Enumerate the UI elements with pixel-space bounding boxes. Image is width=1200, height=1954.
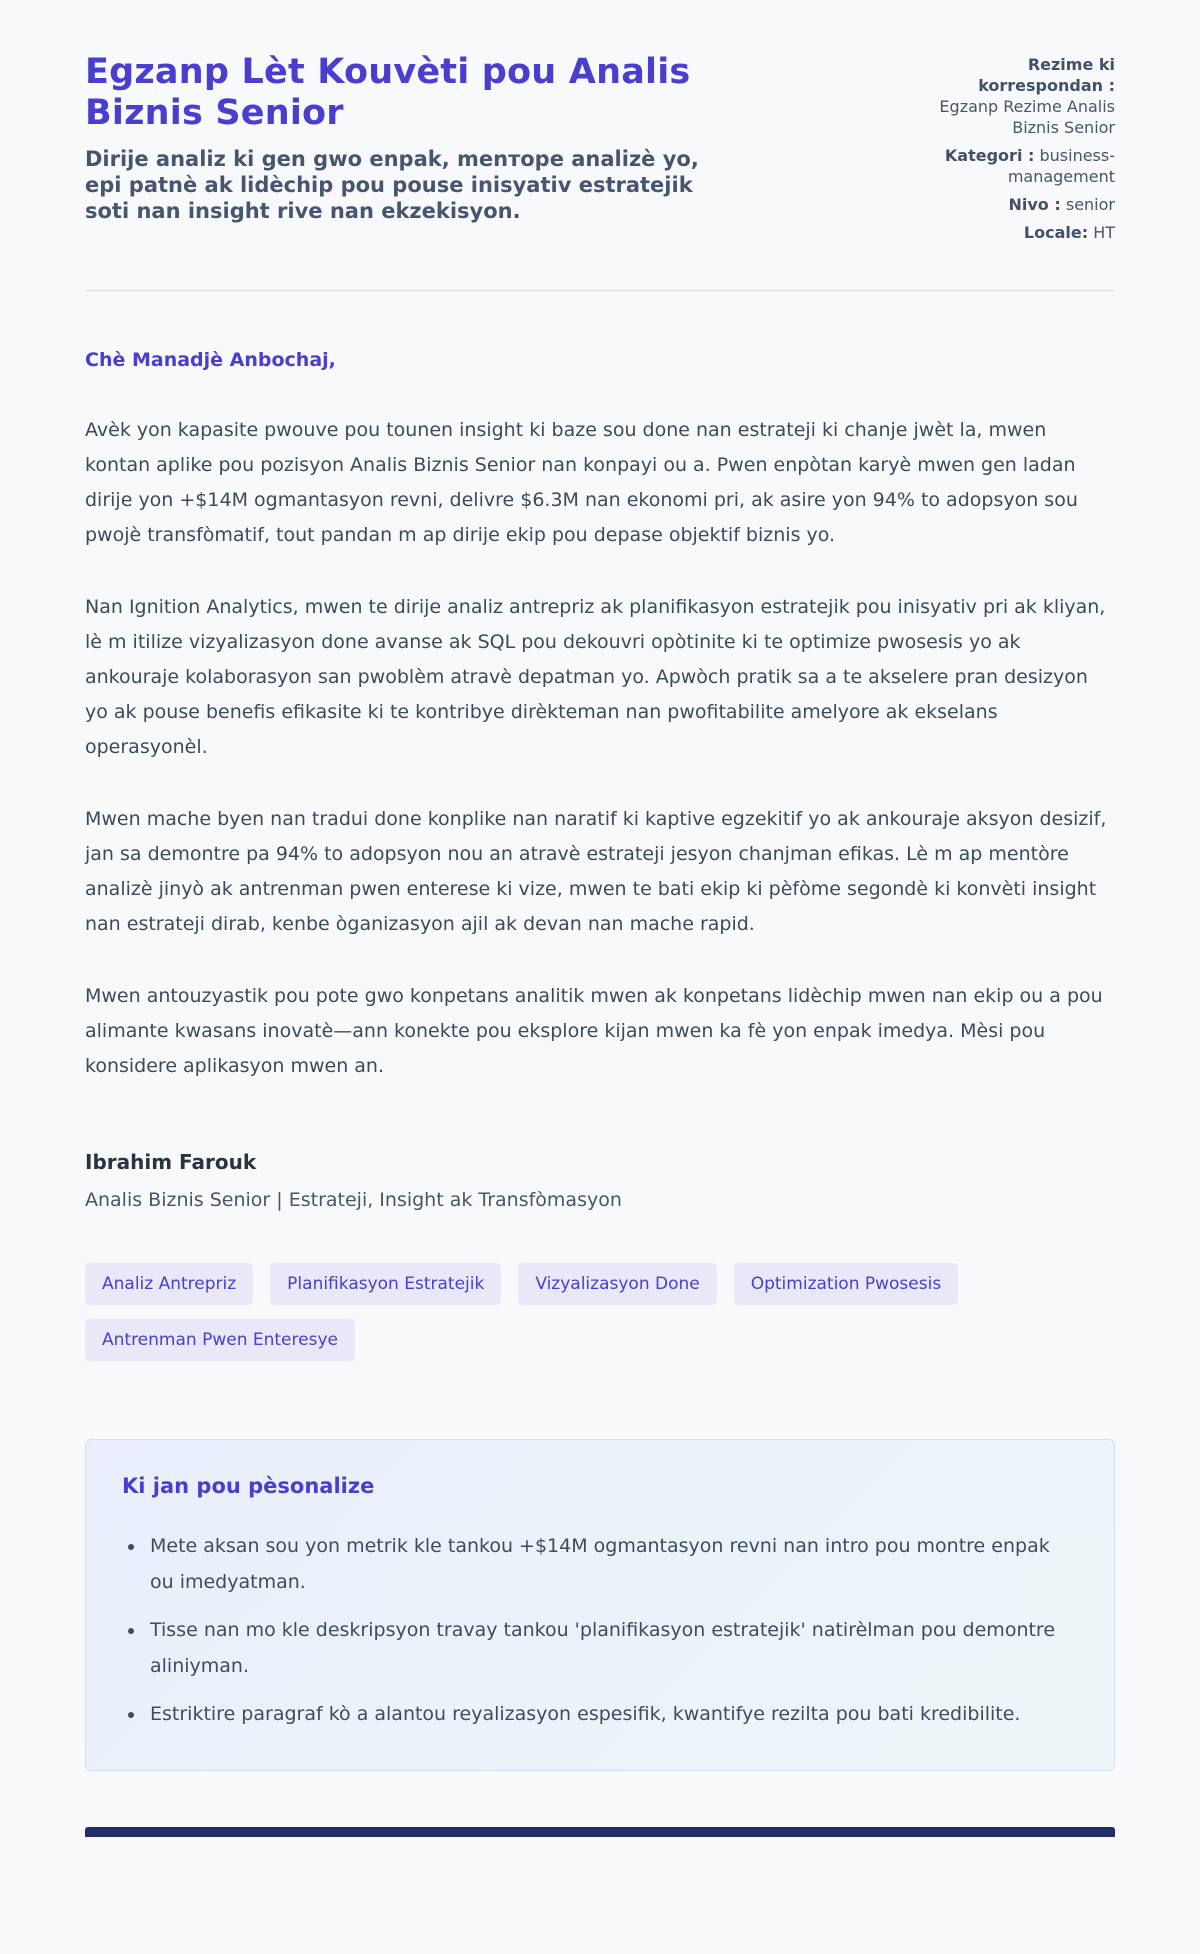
- letter-paragraph: Avèk yon kapasite pwouve pou tounen insight ki baze sou done nan estrateji ki chanje jwèt la, mwen kontan aplike pou pozisyon Analis Biznis Senior nan konpayi ou a. Pwen enpòtan karyè mwen gen ladan dirije yon +$14M ogmantasyon revni, delivre $6.3M nan ekonomi pri, ak asire yon 94% to adopsyon sou pwojè transfòmatif, tout pandan m ap dirije ekip pou depase objektif biznis yo.: [85, 419, 1078, 546]
- footer-bar-partial: [85, 1827, 1115, 1837]
- header-title-block: [85, 52, 740, 224]
- document-meta: [927, 54, 1115, 250]
- skill-tag[interactable]: Optimization Pwosesis: [734, 1263, 958, 1305]
- skill-tag[interactable]: Vizyalizasyon Done: [518, 1263, 716, 1305]
- personalization-tips-box: [85, 1439, 1115, 1771]
- meta-value: business-management: [1007, 146, 1115, 186]
- letter-paragraph: Mwen mache byen nan tradui done konplike nan naratif ki kaptive egzekitif yo ak ankouraje aksyon desizif, jan sa demontre pa 94% to adopsyon nou an atravè estrateji jesyon chanjman efikas. Lè m ap mentòre analizè jinyò ak antrenman pwen enterese ki vize, mwen te bati ekip ki pèfòme segondè ki konvèti insight nan estrateji dirab, kenbe òganizasyon ajil ak devan nan mache rapid.: [85, 808, 1107, 935]
- tips-list: [122, 1528, 1078, 1732]
- meta-value: Egzanp Rezime Analis Biznis Senior: [939, 97, 1115, 137]
- tip-item: • Mete aksan sou yon metrik kle tankou +$14M ogmantasyon revni nan intro pou montre enpak ou imedyatman.: [146, 1528, 1078, 1600]
- meta-value: senior: [1065, 195, 1115, 214]
- letter-body: [85, 349, 1115, 1771]
- skill-tags: [85, 1263, 1115, 1361]
- meta-value: HT: [1093, 223, 1115, 242]
- letter-paragraph: Mwen antouzyastik pou pote gwo konpetans analitik mwen ak konpetans lidèchip mwen nan ekip ou a pou alimante kwasans inovatè—ann konekte pou eksplore kijan mwen ka fè yon enpak imedya. Mèsi pou konsidere aplikasyon mwen an.: [85, 985, 1103, 1077]
- meta-row-matching-resume: [927, 54, 1115, 138]
- meta-row-category: [927, 145, 1115, 187]
- meta-label: Nivo :: [1008, 195, 1061, 214]
- page-subtitle: Dirije analiz ki gen gwo enpak, menтope analizè yo, epi patnè ak lidèchip pou pouse inisyativ estratejik soti nan insight rive nan ekzekisyon.: [85, 147, 699, 223]
- signature-name: Ibrahim Farouk: [85, 1150, 257, 1174]
- page-title: Egzanp Lèt Kouvèti pou Analis Biznis Senior: [85, 52, 691, 133]
- tips-heading: Ki jan pou pèsonalize: [122, 1474, 375, 1498]
- skill-tag[interactable]: Antrenman Pwen Enteresye: [85, 1319, 355, 1361]
- letter-greeting: Chè Manadjè Anbochaj,: [85, 349, 336, 371]
- page-header: [85, 52, 1115, 250]
- skill-tag[interactable]: Analiz Antrepriz: [85, 1263, 253, 1305]
- tip-item: • Estriktire paragraf kò a alantou reyalizasyon espesifik, kwantifye rezilta pou bati kredibilite.: [146, 1696, 1078, 1732]
- meta-label: Locale:: [1023, 223, 1089, 242]
- meta-row-level: [927, 194, 1115, 215]
- meta-label: Kategori :: [944, 146, 1035, 165]
- header-divider: [85, 290, 1115, 291]
- tip-item: • Tisse nan mo kle deskripsyon travay tankou 'planifikasyon estratejik' natirèlman pou demontre aliniyman.: [146, 1612, 1078, 1684]
- meta-label: Rezime ki korrespondan :: [978, 55, 1115, 95]
- signature-role: Analis Biznis Senior | Estrateji, Insight ak Transfòmasyon: [85, 1189, 622, 1211]
- meta-row-locale: [927, 222, 1115, 243]
- skill-tag[interactable]: Planifikasyon Estratejik: [270, 1263, 501, 1305]
- letter-paragraph: Nan Ignition Analytics, mwen te dirije analiz antrepriz ak planifikasyon estratejik pou inisyativ pri ak kliyan, lè m itilize vizyalizasyon done avanse ak SQL pou dekouvri opòtinite ki te optimize pwosesis yo ak ankouraje kolaborasyon san pwoblèm atravè depatman yo. Apwòch pratik sa a te akselere pran desizyon yo ak pouse benefis efikasite ki te kontribye dirèkteman nan pwofitabilite amelyore ak ekselans operasyonèl.: [85, 596, 1106, 758]
